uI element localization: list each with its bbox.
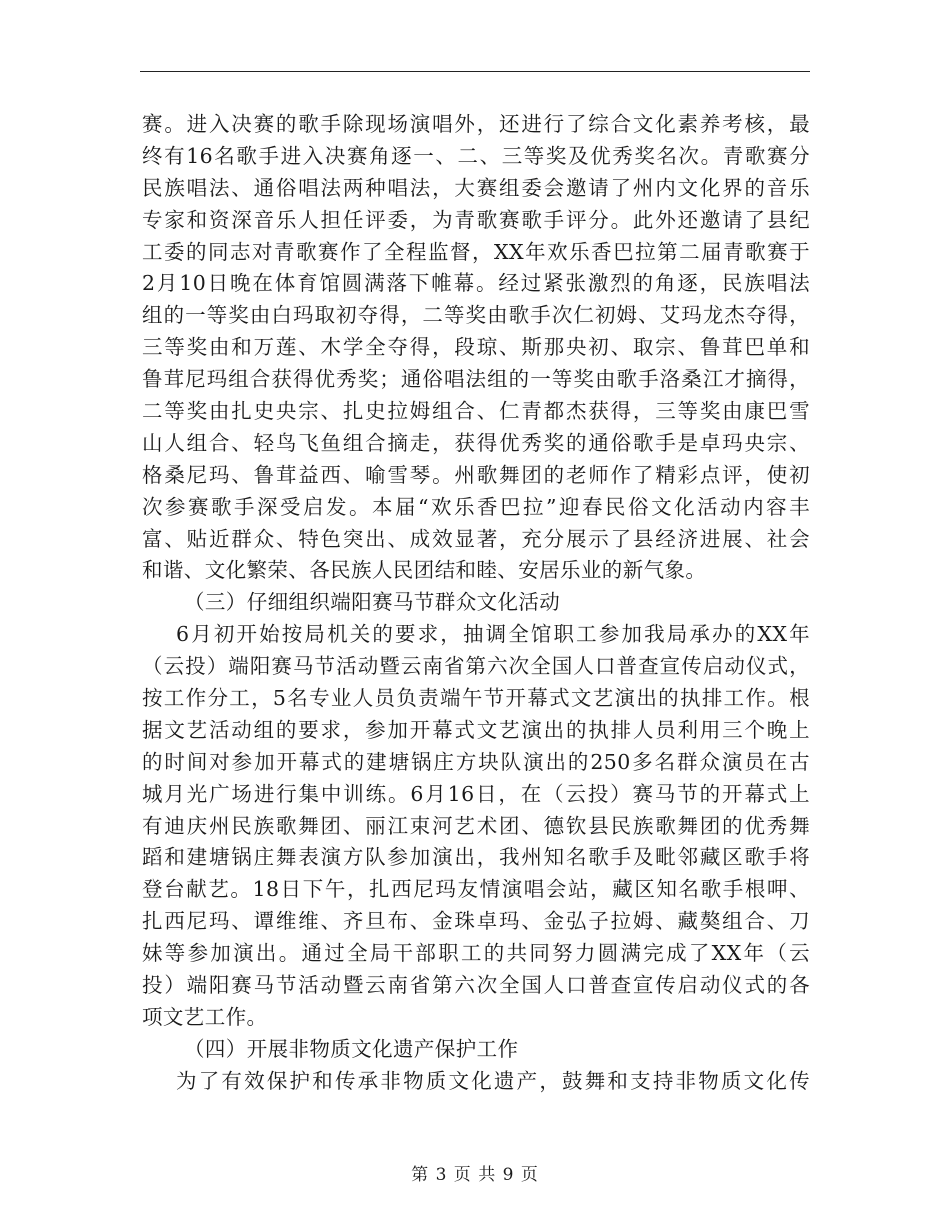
paragraph-line: 和谐、文化繁荣、各民族人民团结和睦、安居乐业的新气象。 xyxy=(142,558,707,583)
paragraph-line: 富、贴近群众、特色突出、成效显著，充分展示了县经济进展、社会 xyxy=(142,526,810,551)
paragraph-line: （云投）端阳赛马节活动暨云南省第六次全国人口普查宣传启动仪式， xyxy=(142,654,810,679)
section-heading: （四）开展非物质文化遗产保护工作 xyxy=(184,1036,519,1061)
paragraph-line: 按工作分工，5名专业人员负责端午节开幕式文艺演出的执排工作。根 xyxy=(142,686,810,711)
paragraph-line: 次参赛歌手深受启发。本届“欢乐香巴拉”迎春民俗文化活动内容丰 xyxy=(142,494,810,519)
paragraph-line: 三等奖由和万莲、木学全夺得，段琼、斯那央初、取宗、鲁茸巴单和 xyxy=(142,335,810,360)
paragraph-line: 组的一等奖由白玛取初夺得，二等奖由歌手次仁初姆、艾玛龙杰夺得， xyxy=(142,303,810,328)
paragraph-line: 扎西尼玛、谭维维、齐旦布、金珠卓玛、金弘子拉姆、藏獒组合、刀 xyxy=(142,909,810,934)
paragraph-line: 城月光广场进行集中训练。6月16日，在（云投）赛马节的开幕式上 xyxy=(142,781,810,806)
paragraph-line: 民族唱法、通俗唱法两种唱法，大赛组委会邀请了州内文化界的音乐 xyxy=(142,175,810,200)
paragraph-line: 蹈和建塘锅庄舞表演方队参加演出，我州知名歌手及毗邻藏区歌手将 xyxy=(142,845,810,870)
paragraph-line: 鲁茸尼玛组合获得优秀奖；通俗唱法组的一等奖由歌手洛桑江才摘得， xyxy=(142,367,810,392)
paragraph-line: 为了有效保护和传承非物质文化遗产，鼓舞和支持非物质文化传 xyxy=(176,1068,810,1093)
section-heading: （三）仔细组织端阳赛马节群众文化活动 xyxy=(184,590,561,615)
paragraph-line: 据文艺活动组的要求，参加开幕式文艺演出的执排人员利用三个晚上 xyxy=(142,717,810,742)
paragraph-line: 终有16名歌手进入决赛角逐一、二、三等奖及优秀奖名次。青歌赛分 xyxy=(142,143,810,168)
paragraph-line: 山人组合、轻鸟飞鱼组合摘走，获得优秀奖的通俗歌手是卓玛央宗、 xyxy=(142,430,810,455)
paragraph-line: 6月初开始按局机关的要求，抽调全馆职工参加我局承办的XX年 xyxy=(176,622,810,647)
paragraph-line: 赛。进入决赛的歌手除现场演唱外，还进行了综合文化素养考核，最 xyxy=(142,112,810,136)
paragraph-line: 二等奖由扎史央宗、扎史拉姆组合、仁青都杰获得，三等奖由康巴雪 xyxy=(142,399,810,424)
paragraph-line: 项文艺工作。 xyxy=(142,1004,268,1029)
page-number: 第 3 页 共 9 页 xyxy=(411,1165,539,1185)
paragraph-line: 格桑尼玛、鲁茸益西、喻雪琴。州歌舞团的老师作了精彩点评，使初 xyxy=(142,462,810,487)
header-rule xyxy=(140,71,810,72)
paragraph-line: 有迪庆州民族歌舞团、丽江束河艺术团、德钦县民族歌舞团的优秀舞 xyxy=(142,813,810,838)
paragraph-line: 投）端阳赛马节活动暨云南省第六次全国人口普查宣传启动仪式的各 xyxy=(142,973,810,998)
paragraph-line: 专家和资深音乐人担任评委，为青歌赛歌手评分。此外还邀请了县纪 xyxy=(142,207,810,232)
document-body xyxy=(142,109,810,1098)
paragraph-line: 的时间对参加开幕式的建塘锅庄方块队演出的250多名群众演员在古 xyxy=(142,749,810,774)
paragraph-line: 2月10日晚在体育馆圆满落下帷幕。经过紧张激烈的角逐，民族唱法 xyxy=(142,271,810,296)
paragraph-line: 工委的同志对青歌赛作了全程监督，XX年欢乐香巴拉第二届青歌赛于 xyxy=(142,239,810,264)
paragraph-line: 登台献艺。18日下午，扎西尼玛友情演唱会站，藏区知名歌手根呷、 xyxy=(142,877,810,902)
paragraph-line: 妹等参加演出。通过全局干部职工的共同努力圆满完成了XX年（云 xyxy=(142,941,810,966)
